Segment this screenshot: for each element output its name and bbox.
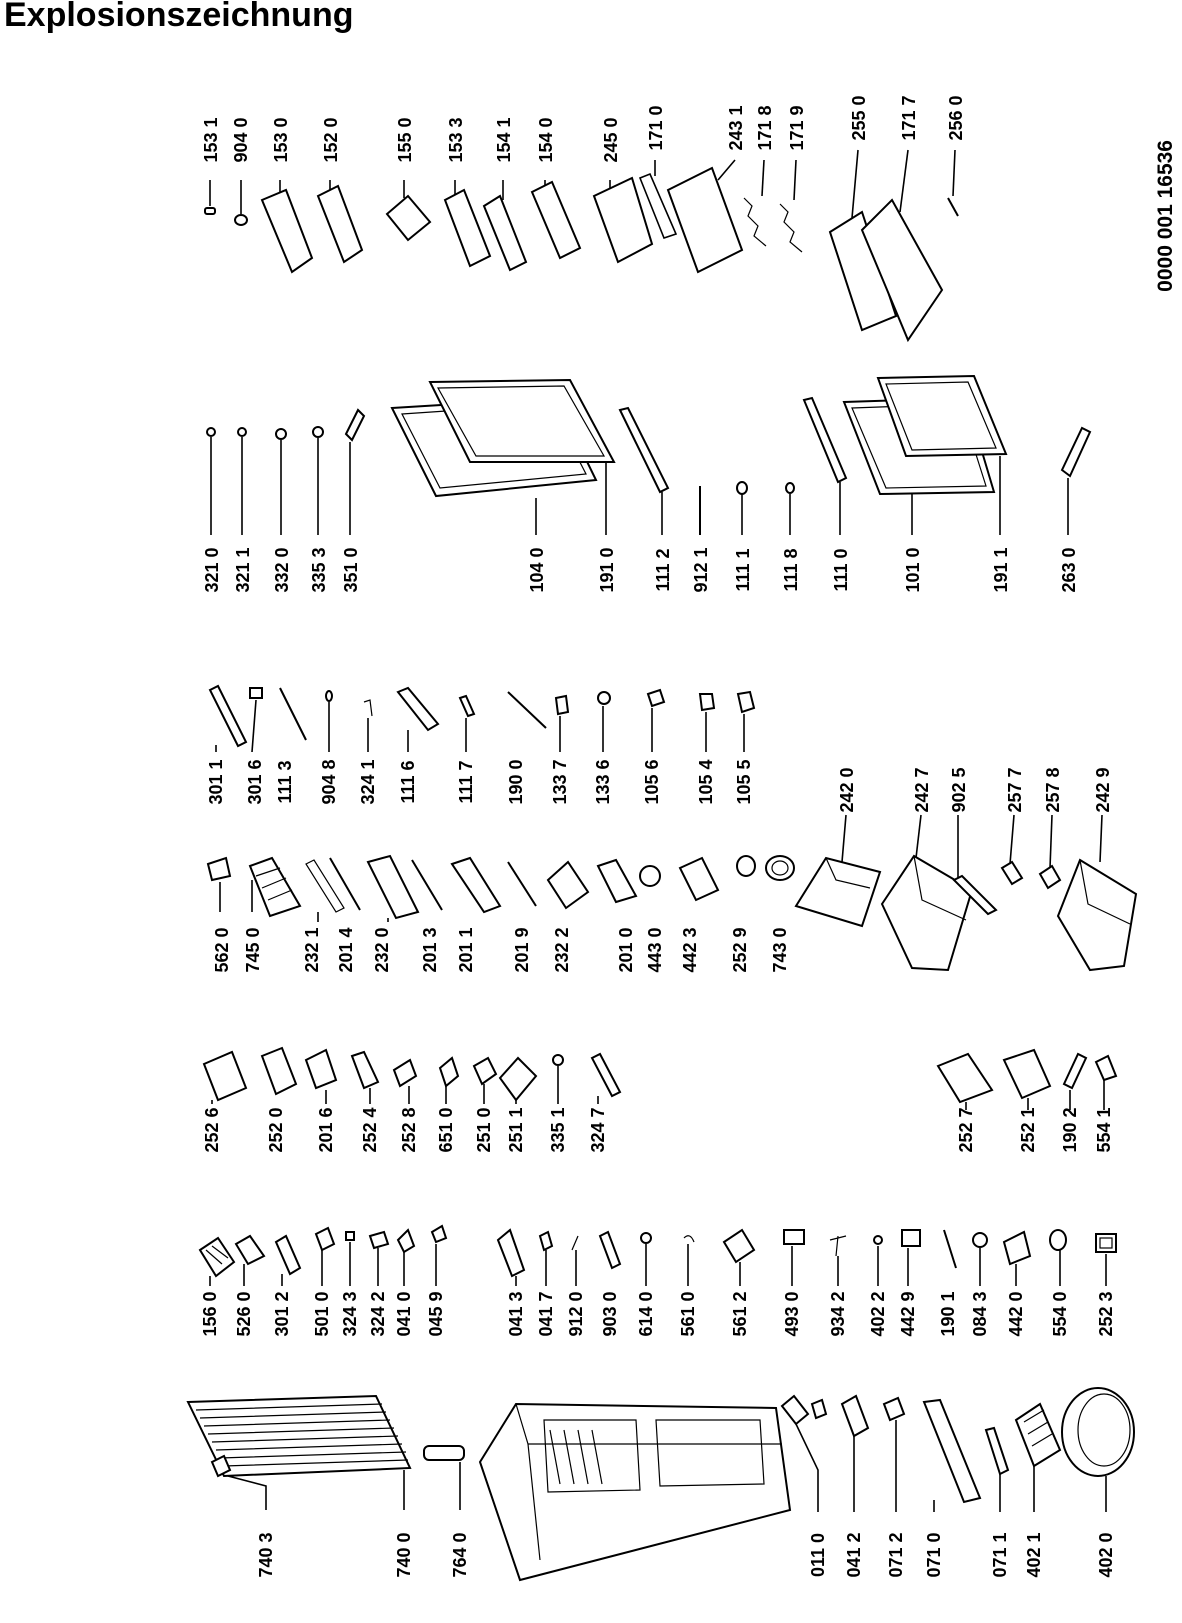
label-252-9: 252 9 bbox=[730, 927, 750, 973]
page-title: Explosionszeichnung bbox=[4, 0, 354, 34]
part-745-0-shape bbox=[250, 858, 300, 916]
label-171-7: 171 7 bbox=[899, 95, 919, 141]
label-324-1: 324 1 bbox=[358, 759, 378, 805]
part-201-1-shape bbox=[452, 858, 500, 912]
part-562-0-shape bbox=[208, 858, 230, 880]
group-doors bbox=[202, 376, 1090, 593]
part-071-1-shape bbox=[986, 1428, 1008, 1474]
part-301-2-shape bbox=[276, 1236, 300, 1274]
part-442-0-shape bbox=[1004, 1232, 1030, 1264]
part-321-1-shape bbox=[238, 428, 246, 436]
part-526-0-shape bbox=[236, 1236, 264, 1264]
label-321-1: 321 1 bbox=[233, 547, 253, 593]
label-133-7: 133 7 bbox=[550, 759, 570, 805]
label-902-5: 902 5 bbox=[949, 767, 969, 813]
part-105-5-shape bbox=[738, 692, 754, 712]
part-251-1-shape bbox=[500, 1058, 536, 1100]
part-561-2-shape bbox=[724, 1230, 754, 1262]
part-321-0-shape bbox=[207, 428, 215, 436]
label-105-4: 105 4 bbox=[696, 759, 716, 805]
part-011-0-shape bbox=[782, 1396, 808, 1424]
label-201-4: 201 4 bbox=[336, 927, 356, 973]
label-111-0: 111 0 bbox=[831, 548, 851, 592]
part-190-2-shape bbox=[1064, 1054, 1086, 1088]
label-101-0: 101 0 bbox=[903, 547, 923, 593]
label-745-0: 745 0 bbox=[243, 927, 263, 973]
label-111-2: 111 2 bbox=[653, 548, 673, 592]
label-041-3: 041 3 bbox=[506, 1291, 526, 1337]
part-111-7-shape bbox=[460, 696, 474, 716]
part-041-2-shape bbox=[842, 1396, 868, 1436]
part-242-0-shape bbox=[796, 858, 880, 926]
part-493-0-shape bbox=[784, 1230, 804, 1244]
part-133-7-shape bbox=[556, 696, 568, 714]
label-256-0: 256 0 bbox=[946, 95, 966, 141]
part-332-0-shape bbox=[276, 429, 286, 439]
part-912-0-shape bbox=[572, 1236, 578, 1250]
part-041-0-shape bbox=[398, 1230, 414, 1252]
label-321-0: 321 0 bbox=[202, 547, 222, 593]
label-324-7: 324 7 bbox=[588, 1107, 608, 1153]
part-614-0-shape bbox=[641, 1233, 651, 1243]
group-control-housing bbox=[202, 1048, 1116, 1153]
label-041-0: 041 0 bbox=[394, 1291, 414, 1337]
part-263-0-shape bbox=[1062, 428, 1090, 476]
part-257-8-shape bbox=[1040, 866, 1060, 888]
label-104-0: 104 0 bbox=[527, 547, 547, 593]
part-252-1-shape bbox=[1004, 1050, 1050, 1098]
label-071-1: 071 1 bbox=[990, 1532, 1010, 1578]
part-190-1-shape bbox=[944, 1230, 956, 1268]
part-133-6-shape bbox=[598, 692, 610, 704]
label-153-0: 153 0 bbox=[271, 117, 291, 163]
part-442-9-shape bbox=[902, 1230, 920, 1246]
part-105-4-shape bbox=[700, 694, 714, 710]
label-263-0: 263 0 bbox=[1059, 547, 1079, 593]
label-335-1: 335 1 bbox=[548, 1107, 568, 1153]
part-301-1-shape bbox=[210, 686, 246, 746]
part-252-4-shape bbox=[352, 1052, 378, 1088]
group-small-parts bbox=[206, 686, 1136, 973]
label-201-1: 201 1 bbox=[456, 927, 476, 973]
label-301-1: 301 1 bbox=[206, 759, 226, 805]
label-493-0: 493 0 bbox=[782, 1291, 802, 1337]
label-501-0: 501 0 bbox=[312, 1291, 332, 1337]
part-153-1-shape bbox=[205, 208, 215, 214]
label-245-0: 245 0 bbox=[601, 117, 621, 163]
part-242-9-shape bbox=[1058, 860, 1136, 970]
part-335-1-shape bbox=[553, 1055, 563, 1065]
label-201-3: 201 3 bbox=[420, 927, 440, 973]
label-171-9: 171 9 bbox=[787, 105, 807, 151]
group-cabinet-compressor bbox=[188, 1388, 1134, 1580]
label-251-1: 251 1 bbox=[506, 1107, 526, 1153]
label-242-9: 242 9 bbox=[1093, 767, 1113, 813]
part-252-0-shape bbox=[262, 1048, 296, 1094]
label-171-0: 171 0 bbox=[646, 105, 666, 151]
part-251-0-shape bbox=[474, 1058, 496, 1084]
part-245-0-shape bbox=[594, 178, 652, 262]
label-084-3: 084 3 bbox=[970, 1291, 990, 1337]
label-232-0: 232 0 bbox=[372, 927, 392, 973]
label-257-8: 257 8 bbox=[1043, 767, 1063, 813]
group-door-shelves bbox=[201, 95, 966, 340]
label-201-6: 201 6 bbox=[316, 1107, 336, 1153]
part-252-3-shape bbox=[1096, 1234, 1116, 1252]
label-232-2: 232 2 bbox=[552, 927, 572, 973]
part-301-6-shape bbox=[250, 688, 262, 698]
label-561-2: 561 2 bbox=[730, 1291, 750, 1337]
document-number: 0000 001 16536 bbox=[1154, 140, 1177, 292]
part-201-3-shape bbox=[412, 860, 442, 910]
part-243-1-shape bbox=[668, 168, 742, 272]
label-351-0: 351 0 bbox=[341, 547, 361, 593]
label-133-6: 133 6 bbox=[593, 759, 613, 805]
part-071-2-shape bbox=[884, 1398, 904, 1420]
part-153-3-shape bbox=[445, 190, 490, 266]
part-934-2-shape bbox=[830, 1236, 846, 1256]
part-764-0-shape bbox=[424, 1446, 464, 1460]
part-232-2-shape bbox=[548, 862, 588, 908]
part-324-1-shape bbox=[364, 700, 372, 716]
label-934-2: 934 2 bbox=[828, 1291, 848, 1337]
label-912-1: 912 1 bbox=[691, 547, 711, 593]
label-252-7: 252 7 bbox=[956, 1107, 976, 1153]
label-155-0: 155 0 bbox=[395, 117, 415, 163]
label-011-0: 011 0 bbox=[808, 1532, 828, 1578]
part-257-7-shape bbox=[1002, 862, 1022, 884]
label-561-0: 561 0 bbox=[678, 1291, 698, 1337]
label-153-1: 153 1 bbox=[201, 117, 221, 163]
group-hinges-electrical bbox=[200, 1226, 1116, 1337]
label-232-1: 232 1 bbox=[302, 927, 322, 973]
label-903-0: 903 0 bbox=[600, 1291, 620, 1337]
part-904-8-shape bbox=[326, 691, 332, 701]
part-561-0-shape bbox=[684, 1236, 694, 1242]
label-442-3: 442 3 bbox=[680, 927, 700, 973]
label-242-0: 242 0 bbox=[837, 767, 857, 813]
label-301-2: 301 2 bbox=[272, 1291, 292, 1337]
label-190-2: 190 2 bbox=[1060, 1107, 1080, 1153]
part-190-0-shape bbox=[508, 692, 546, 728]
label-071-2: 071 2 bbox=[886, 1532, 906, 1578]
label-614-0: 614 0 bbox=[636, 1291, 656, 1337]
label-402-0: 402 0 bbox=[1096, 1532, 1116, 1578]
part-743-0-shape bbox=[766, 856, 794, 880]
part-252-8-shape bbox=[394, 1060, 416, 1086]
label-324-2: 324 2 bbox=[368, 1291, 388, 1337]
part-554-1-shape bbox=[1096, 1056, 1116, 1080]
part-171-9-shape bbox=[780, 204, 802, 252]
part-201-6-shape bbox=[306, 1050, 336, 1088]
label-243-1: 243 1 bbox=[726, 105, 746, 151]
part-402-2-shape bbox=[874, 1236, 882, 1244]
label-111-8: 111 8 bbox=[781, 548, 801, 592]
label-252-4: 252 4 bbox=[360, 1107, 380, 1153]
label-041-2: 041 2 bbox=[844, 1532, 864, 1578]
part-111-6-shape bbox=[398, 688, 438, 730]
label-904-0: 904 0 bbox=[231, 117, 251, 163]
label-252-8: 252 8 bbox=[399, 1107, 419, 1153]
label-324-3: 324 3 bbox=[340, 1291, 360, 1337]
part-232-0-shape bbox=[368, 856, 418, 918]
part-904-0-shape bbox=[235, 215, 247, 225]
label-201-9: 201 9 bbox=[512, 927, 532, 973]
label-111-1: 111 1 bbox=[733, 548, 753, 592]
label-904-8: 904 8 bbox=[319, 759, 339, 805]
part-153-0-shape bbox=[262, 190, 312, 272]
part-111-0-shape bbox=[804, 398, 846, 482]
label-651-0: 651 0 bbox=[436, 1107, 456, 1153]
label-111-6: 111 6 bbox=[398, 760, 418, 804]
part-201-0-shape bbox=[598, 860, 636, 902]
part-171-8-shape bbox=[744, 198, 766, 246]
label-171-8: 171 8 bbox=[755, 105, 775, 151]
part-111-3-shape bbox=[280, 688, 306, 740]
part-501-0-shape bbox=[316, 1228, 334, 1250]
label-041-7: 041 7 bbox=[536, 1291, 556, 1337]
label-191-1: 191 1 bbox=[991, 547, 1011, 593]
part-201-9-shape bbox=[508, 862, 536, 906]
label-740-3: 740 3 bbox=[256, 1532, 276, 1578]
label-191-0: 191 0 bbox=[597, 547, 617, 593]
label-554-0: 554 0 bbox=[1050, 1291, 1070, 1337]
label-442-0: 442 0 bbox=[1006, 1291, 1026, 1337]
group-evaporator bbox=[208, 856, 794, 973]
part-256-0-shape bbox=[948, 198, 958, 216]
label-190-0: 190 0 bbox=[506, 759, 526, 805]
part-084-3-shape bbox=[973, 1233, 987, 1247]
part-045-9-shape bbox=[432, 1226, 446, 1242]
label-153-3: 153 3 bbox=[446, 117, 466, 163]
part-154-1-shape bbox=[484, 196, 526, 270]
label-105-5: 105 5 bbox=[734, 759, 754, 805]
part-071-0-shape bbox=[924, 1400, 980, 1502]
label-252-3: 252 3 bbox=[1096, 1291, 1116, 1337]
part-442-3-shape bbox=[680, 858, 718, 900]
label-252-6: 252 6 bbox=[202, 1107, 222, 1153]
part-402-0-shape bbox=[1062, 1388, 1134, 1476]
part-156-0-shape bbox=[200, 1238, 234, 1276]
label-201-0: 201 0 bbox=[616, 927, 636, 973]
part-324-3-shape bbox=[346, 1232, 354, 1240]
label-071-0: 071 0 bbox=[924, 1532, 944, 1578]
label-242-7: 242 7 bbox=[912, 767, 932, 813]
label-255-0: 255 0 bbox=[849, 95, 869, 141]
part-041-7-shape bbox=[540, 1232, 552, 1250]
part-252-7-shape bbox=[938, 1054, 992, 1102]
part-155-0-shape bbox=[387, 196, 430, 240]
label-045-9: 045 9 bbox=[426, 1291, 446, 1337]
part-651-0-shape bbox=[440, 1058, 458, 1086]
label-105-6: 105 6 bbox=[642, 759, 662, 805]
label-111-3: 111 3 bbox=[275, 760, 295, 804]
part-252-9-shape bbox=[737, 856, 755, 876]
label-526-0: 526 0 bbox=[234, 1291, 254, 1337]
label-154-1: 154 1 bbox=[494, 117, 514, 163]
label-764-0: 764 0 bbox=[450, 1532, 470, 1578]
part-335-3-shape bbox=[313, 427, 323, 437]
label-154-0: 154 0 bbox=[536, 117, 556, 163]
part-252-6-shape bbox=[204, 1052, 246, 1100]
label-443-0: 443 0 bbox=[645, 927, 665, 973]
part-152-0-shape bbox=[318, 186, 362, 262]
label-332-0: 332 0 bbox=[272, 547, 292, 593]
label-156-0: 156 0 bbox=[200, 1291, 220, 1337]
part-154-0-shape bbox=[532, 182, 580, 258]
part-111-8-shape bbox=[786, 483, 794, 493]
part-111-2-shape bbox=[620, 408, 668, 492]
label-111-7: 111 7 bbox=[456, 760, 476, 804]
label-743-0: 743 0 bbox=[770, 927, 790, 973]
label-402-2: 402 2 bbox=[868, 1291, 888, 1337]
label-562-0: 562 0 bbox=[212, 927, 232, 973]
part-351-0-shape bbox=[346, 410, 364, 440]
part-903-0-shape bbox=[600, 1232, 620, 1268]
label-442-9: 442 9 bbox=[898, 1291, 918, 1337]
part-232-1-shape bbox=[306, 860, 344, 912]
label-301-6: 301 6 bbox=[245, 759, 265, 805]
label-251-0: 251 0 bbox=[474, 1107, 494, 1153]
part-443-0-shape bbox=[640, 866, 660, 886]
part-324-7-shape bbox=[592, 1054, 620, 1096]
part-041-3-shape bbox=[498, 1230, 524, 1276]
label-335-3: 335 3 bbox=[309, 547, 329, 593]
label-252-0: 252 0 bbox=[266, 1107, 286, 1153]
label-257-7: 257 7 bbox=[1005, 767, 1025, 813]
cabinet-shape bbox=[480, 1404, 790, 1580]
part-554-0-shape bbox=[1050, 1230, 1066, 1250]
label-402-1: 402 1 bbox=[1024, 1532, 1044, 1578]
label-912-0: 912 0 bbox=[566, 1291, 586, 1337]
part-201-4-shape bbox=[330, 858, 360, 910]
part-105-6-shape bbox=[648, 690, 664, 706]
label-152-0: 152 0 bbox=[321, 117, 341, 163]
label-252-1: 252 1 bbox=[1018, 1107, 1038, 1153]
part-324-2-shape bbox=[370, 1232, 388, 1248]
label-554-1: 554 1 bbox=[1094, 1107, 1114, 1153]
label-190-1: 190 1 bbox=[938, 1291, 958, 1337]
label-740-0: 740 0 bbox=[394, 1532, 414, 1578]
part-111-1-shape bbox=[737, 482, 747, 494]
